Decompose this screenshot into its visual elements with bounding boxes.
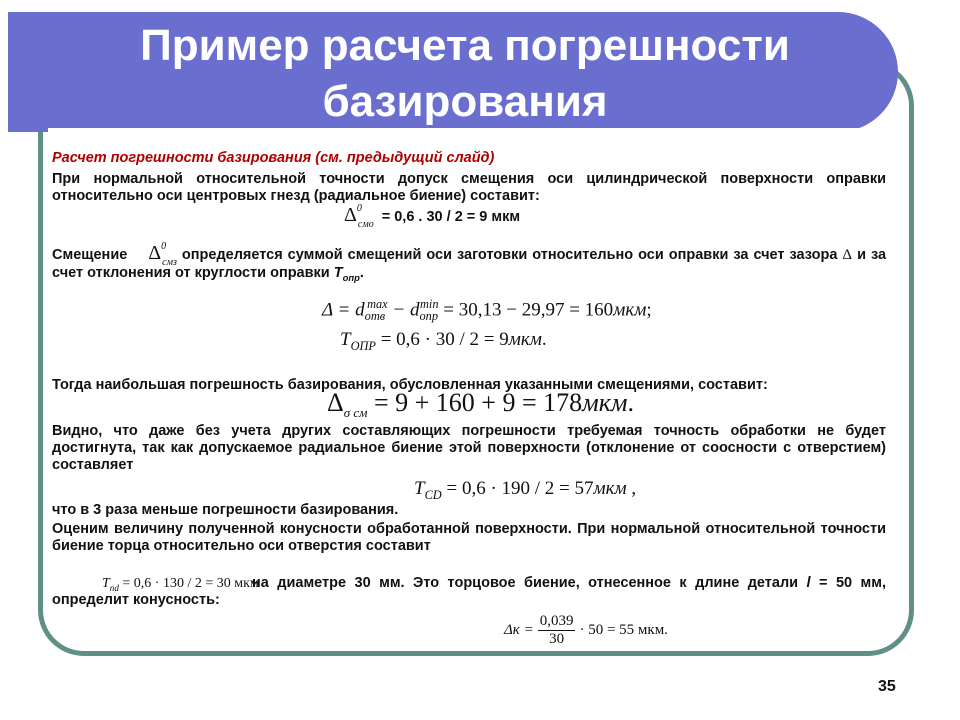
formula-7 [504,613,886,648]
para7-text-b: = 50 мм, определит конусность: [52,574,887,608]
para2-sup: 0 [161,241,167,252]
para7-l: l [806,574,811,591]
formula-1-sup: 0 [356,203,362,214]
para7-text-a: на диаметре 30 мм. Это торцовое биение, отнесенное к длине детали [252,574,799,591]
slide-content [52,150,886,648]
paragraph-2: Смещение $\Delta^0_{смз}$ определяется суммой смещений оси заготовки относительно оси оправки за счет зазора Δ и за счет отклонения от круглости оправки $T_{опр}$. [52,241,887,283]
paragraph-1: При нормальной относительной точности допуск смещения оси цилиндрической поверхности оправки относительно оси центровых гнезд (радиальное биение) составит: [52,171,886,204]
para2-text-c: и за счет отклонения от круглости оправки [52,247,887,281]
para2-symbol: Δ [148,242,162,264]
para2-text-a: Смещение [52,247,128,263]
formula-1 [344,203,886,237]
formula-1-text: = 0,6 . 30 / 2 = 9 мкм [381,209,521,225]
slide-title: Пример расчета погрешности базирования [140,21,790,126]
formula-4: $\Delta_{\sigma см} = 9 + 160 + 9 = 178мкм$. [327,387,634,420]
formula-7-fraction [538,613,576,648]
para2-delta: Δ [842,247,853,263]
formula-5: $T_{CD} = 0,6 \cdot 190 / 2 = 57мкм$ , [414,478,637,502]
subtitle: Расчет погрешности базирования (см. предыдущий слайд) [52,150,495,166]
formula-3: $T_{ОПР} = 0,6 \cdot 30 / 2 = 9мкм$. [340,329,547,353]
para2-text-b: определяется суммой смещений оси заготовки относительно оси оправки за счет зазора [181,247,838,263]
formula-7-rhs: · 50 = 55 мкм. [579,621,668,638]
formula-2: $\Delta = d_{отв}^{max} - d_{опр}^{min} = 30,13 - 29,97 = 160мкм$; [322,296,652,324]
para2-T-sub: опр [342,271,360,283]
formula-7-lhs: Δк = [504,621,534,638]
para2-T: T [333,265,343,281]
formula-1-symbol: Δ [344,204,357,226]
paragraph-6: Оценим величину полученной конусности обработанной поверхности. При нормальной относительной точности биение торца относительно оси отверстия составит [52,520,886,554]
paragraph-3: Тогда наибольшая погрешность базирования, обусловленная указанными смещениями, составит: [52,376,768,393]
paragraph-5: что в 3 раза меньше погрешности базирования. [52,501,399,518]
formula-7-denominator: 30 [549,630,565,647]
formula-7-numerator: 0,039 [539,612,574,629]
paragraph-4: Видно, что даже без учета других составляющих погрешности требуемая точность обработки не будет достигнута, так как допускаемое радиальное биение этой поверхности (отклонение от соосности с отверстием) составляет [52,423,886,473]
formula-6: $T_{nd} = 0,6 \cdot 130 / 2 = 30$ мкм [102,575,259,593]
paragraph-7 [52,575,886,609]
para2-sub: смз [162,257,177,268]
page-number: 35 [878,678,896,695]
formula-1-sub: смо [357,219,374,230]
